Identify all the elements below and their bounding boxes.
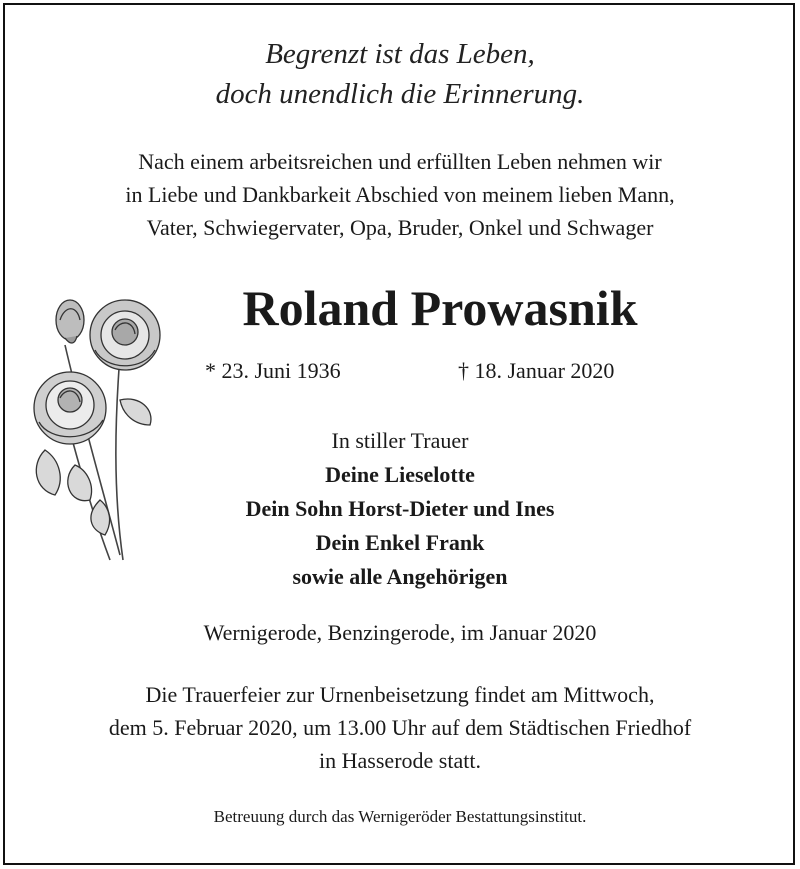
motto [0,34,800,114]
mourner-name: Dein Sohn Horst-Dieter und Ines [245,496,555,521]
mourner-name: sowie alle Angehörigen [292,564,508,589]
motto-line-1: Begrenzt ist das Leben, [265,38,535,70]
intro-line-2: in Liebe und Dankbarkeit Abschied von meinem lieben Mann, [125,182,675,207]
rose-bud [56,300,84,343]
intro-line-3: Vater, Schwiegervater, Opa, Bruder, Onkel und Schwager [146,215,654,240]
mourner-name: Deine Lieselotte [325,462,475,487]
deceased-name: Roland Prowasnik [242,280,638,336]
service-line-1: Die Trauerfeier zur Urnenbeisetzung findet am Mittwoch, [145,682,655,707]
rose-stem-2 [116,355,123,560]
rose-lower [34,372,106,444]
leaf-3 [120,399,151,425]
service-info [0,678,800,777]
mourner-name: Dein Enkel Frank [315,530,485,555]
intro-text [0,145,800,244]
leaf-1 [36,450,60,495]
mourning-block [150,424,650,594]
intro-line-1: Nach einem arbeitsreichen und erfüllten Leben nehmen wir [138,149,662,174]
death-date: † 18. Januar 2020 [458,358,615,383]
leaf-2 [68,465,92,501]
birth-date: * 23. Juni 1936 [205,358,341,383]
service-line-2: dem 5. Februar 2020, um 13.00 Uhr auf dem Städtischen Friedhof [108,715,692,740]
footer-note: Betreuung durch das Wernigeröder Bestattungsinstitut. [213,807,587,826]
service-line-3: in Hasserode statt. [319,748,481,773]
mourning-intro: In stiller Trauer [331,428,469,453]
motto-line-2: doch unendlich die Erinnerung. [215,78,585,110]
rose-upper [90,300,160,370]
place-date: Wernigerode, Benzingerode, im Januar 2020 [203,620,597,645]
